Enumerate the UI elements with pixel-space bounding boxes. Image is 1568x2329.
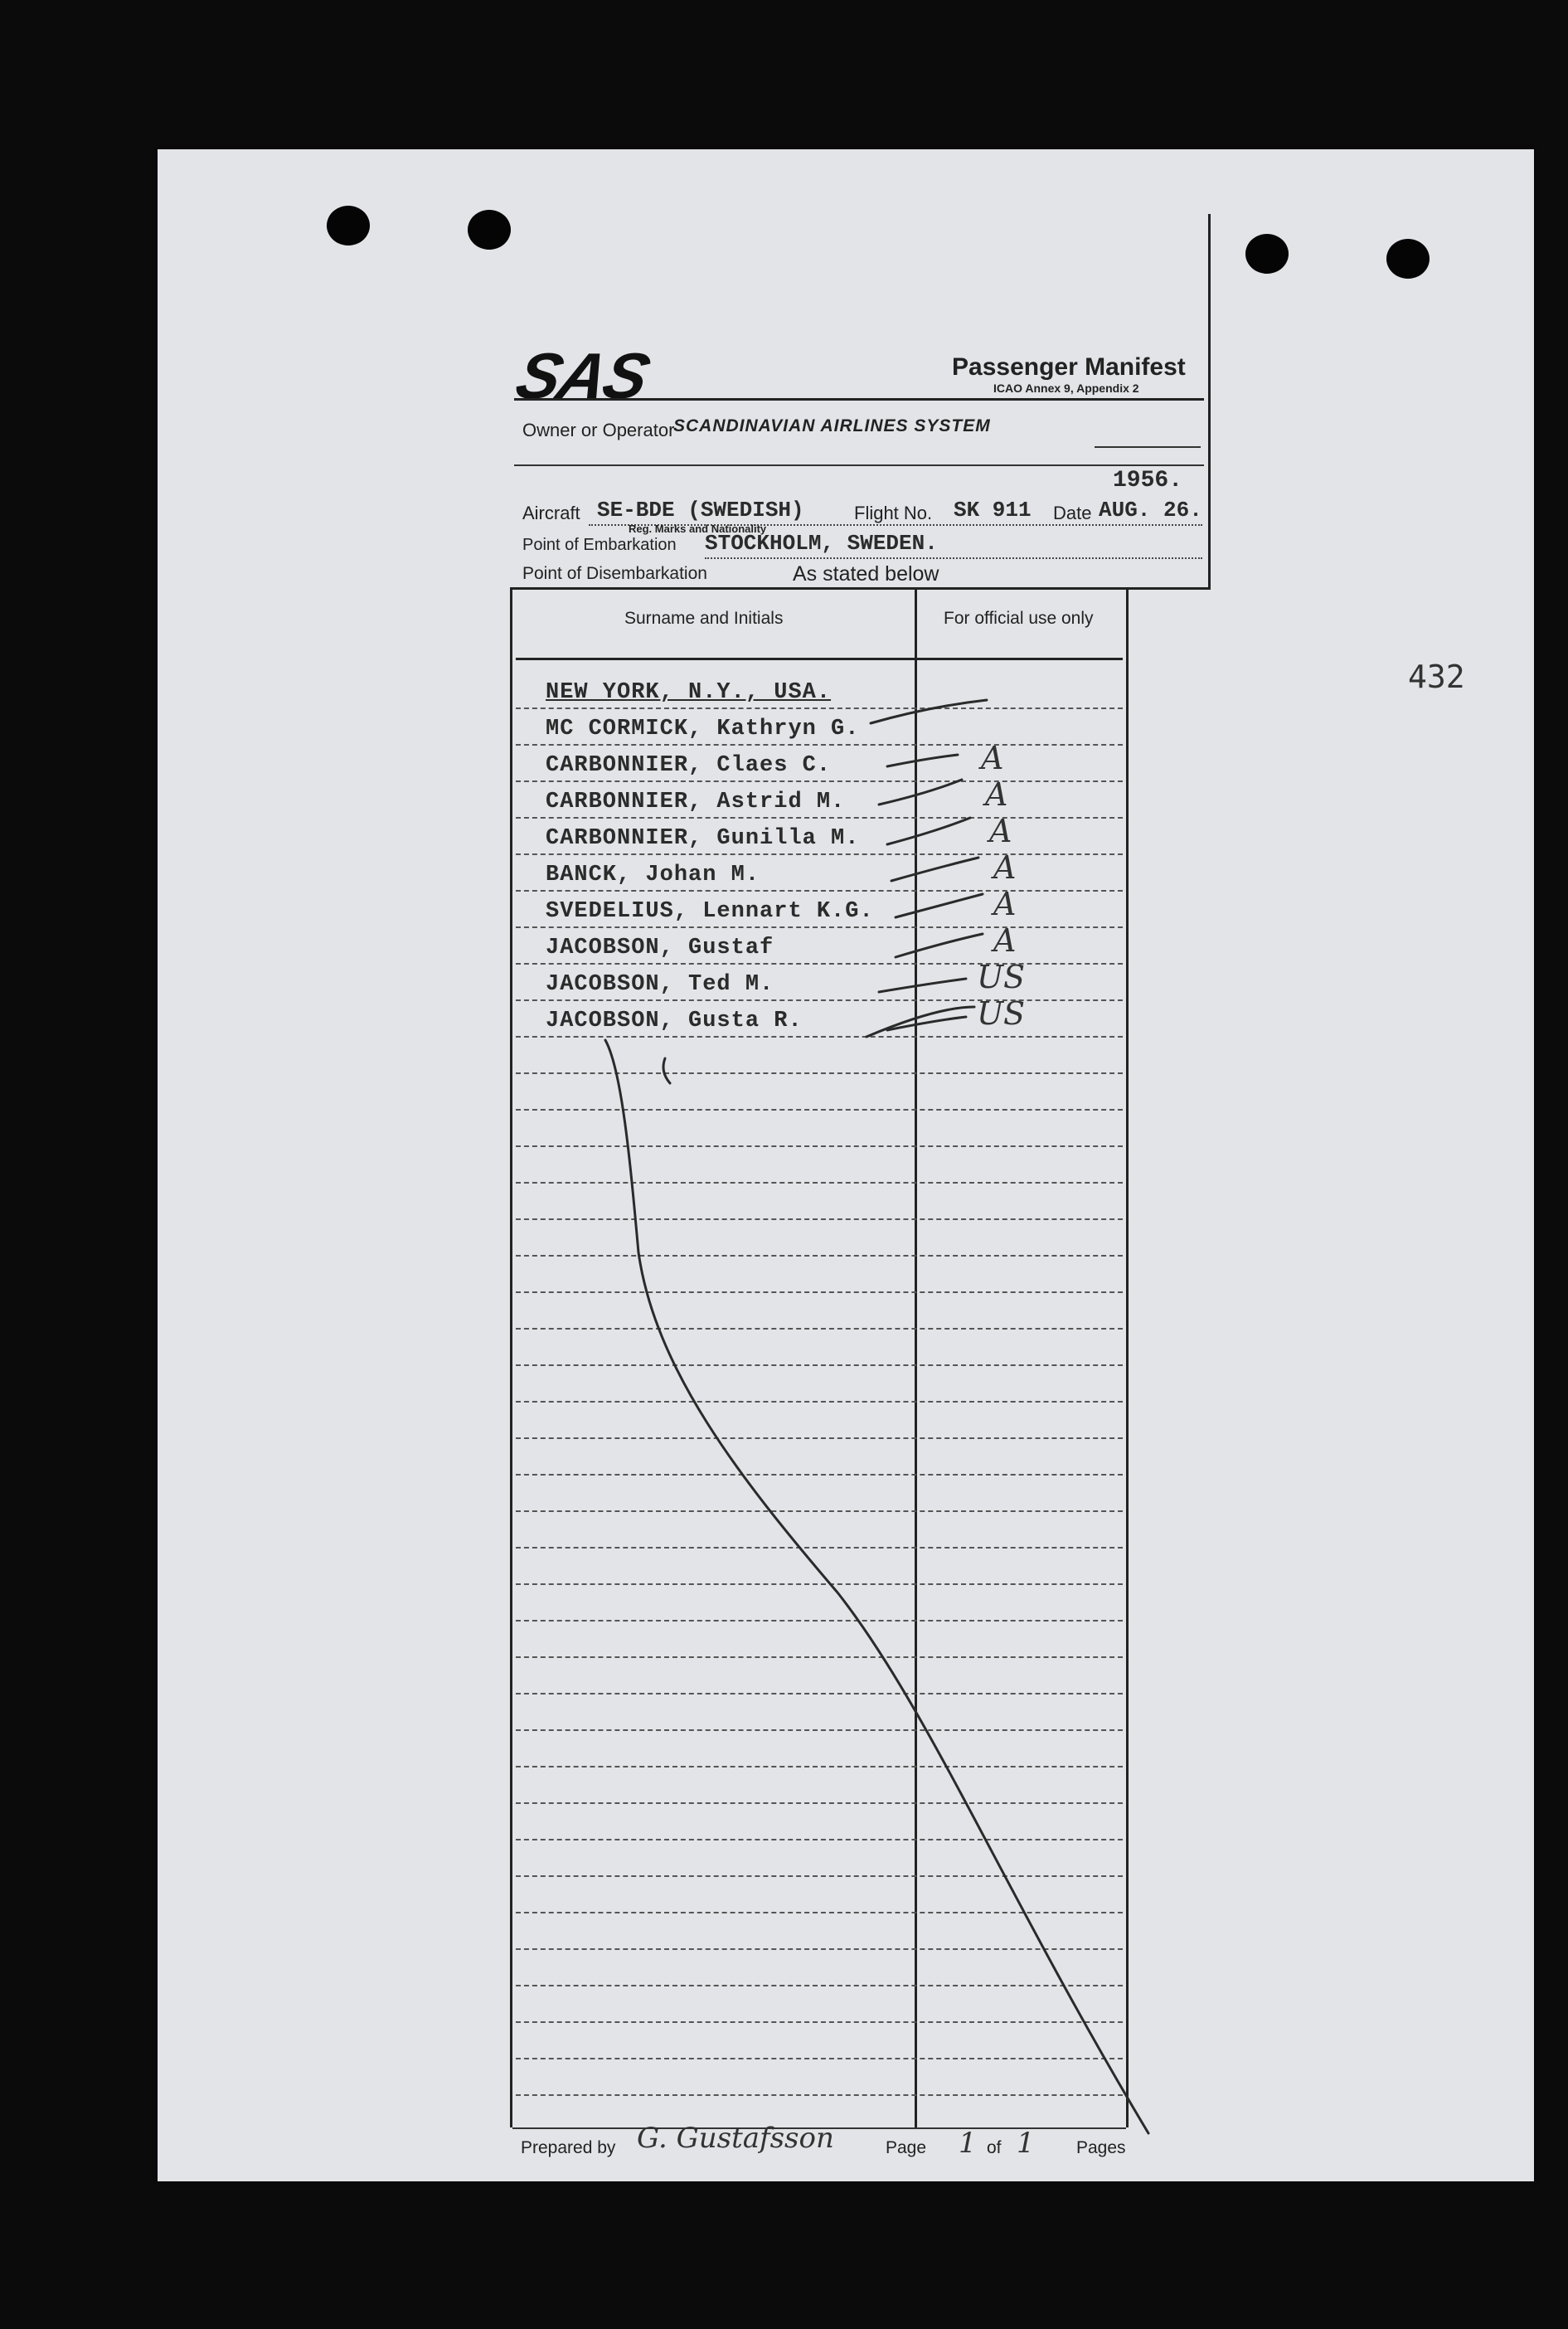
handwritten-strokes xyxy=(158,149,1534,2181)
tick-mark xyxy=(867,1007,974,1037)
aircraft-label: Aircraft xyxy=(522,503,580,523)
prepared-signature: G. Gustafsson xyxy=(637,2122,834,2155)
pages-label: Pages xyxy=(1076,2138,1126,2157)
aircraft-value: SE-BDE (SWEDISH) xyxy=(597,498,804,523)
tick-mark xyxy=(891,858,978,881)
tick-mark xyxy=(887,818,970,844)
form-subtitle: ICAO Annex 9, Appendix 2 xyxy=(993,382,1139,395)
form-title: Passenger Manifest xyxy=(952,353,1186,381)
tick-mark xyxy=(896,934,983,957)
column-header-surname: Surname and Initials xyxy=(624,609,784,628)
embark-label: Point of Embarkation xyxy=(522,536,677,554)
flight-value: SK 911 xyxy=(954,498,1032,523)
closing-stroke xyxy=(605,1040,1148,2133)
official-mark: A xyxy=(989,813,1012,849)
stamp-number: 432 xyxy=(1408,659,1465,695)
date-label: Date xyxy=(1053,503,1092,523)
tick-mark xyxy=(871,700,987,723)
table-row: MC CORMICK, Kathryn G. xyxy=(546,717,860,741)
tick-mark xyxy=(896,894,983,917)
table-row: CARBONNIER, Claes C. xyxy=(546,753,832,778)
table-row: SVEDELIUS, Lennart K.G. xyxy=(546,899,874,924)
table-row: JACOBSON, Ted M. xyxy=(546,972,774,997)
official-mark: US xyxy=(977,995,1026,1032)
table-row: JACOBSON, Gustaf xyxy=(546,936,774,960)
table-row: CARBONNIER, Astrid M. xyxy=(546,790,846,814)
disembark-label: Point of Disembarkation xyxy=(522,564,707,583)
reg-note: Reg. Marks and Nationality xyxy=(629,523,767,535)
page-label: Page xyxy=(886,2138,927,2157)
disembark-value: As stated below xyxy=(793,562,939,586)
date-value: AUG. 26. xyxy=(1099,498,1202,523)
official-mark: US xyxy=(977,959,1026,995)
flight-label: Flight No. xyxy=(854,503,933,523)
sas-logo: SAS xyxy=(509,339,656,412)
table-row: JACOBSON, Gusta R. xyxy=(546,1009,803,1033)
table-row: BANCK, Johan M. xyxy=(546,863,760,887)
tick-mark xyxy=(879,780,962,805)
small-stroke xyxy=(663,1058,670,1083)
table-row: CARBONNIER, Gunilla M. xyxy=(546,826,860,851)
official-mark: A xyxy=(981,740,1004,776)
official-mark: A xyxy=(993,922,1017,959)
destination-heading: NEW YORK, N.Y., USA. xyxy=(546,680,832,705)
column-header-official: For official use only xyxy=(944,609,1094,628)
prepared-label: Prepared by xyxy=(521,2138,616,2157)
tick-mark xyxy=(879,979,966,992)
official-mark: A xyxy=(993,886,1017,922)
year-value: 1956. xyxy=(1113,468,1183,494)
manifest-sheet xyxy=(158,149,1534,2181)
page-value: 1 xyxy=(959,2127,977,2160)
official-mark: A xyxy=(993,849,1017,886)
pages-value: 1 xyxy=(1017,2127,1035,2160)
embark-value: STOCKHOLM, SWEDEN. xyxy=(705,531,938,556)
owner-label: Owner or Operator xyxy=(522,420,675,440)
of-label: of xyxy=(987,2138,1002,2157)
owner-value: SCANDINAVIAN AIRLINES SYSTEM xyxy=(673,416,991,435)
tick-mark xyxy=(887,755,958,766)
official-mark: A xyxy=(985,776,1008,813)
